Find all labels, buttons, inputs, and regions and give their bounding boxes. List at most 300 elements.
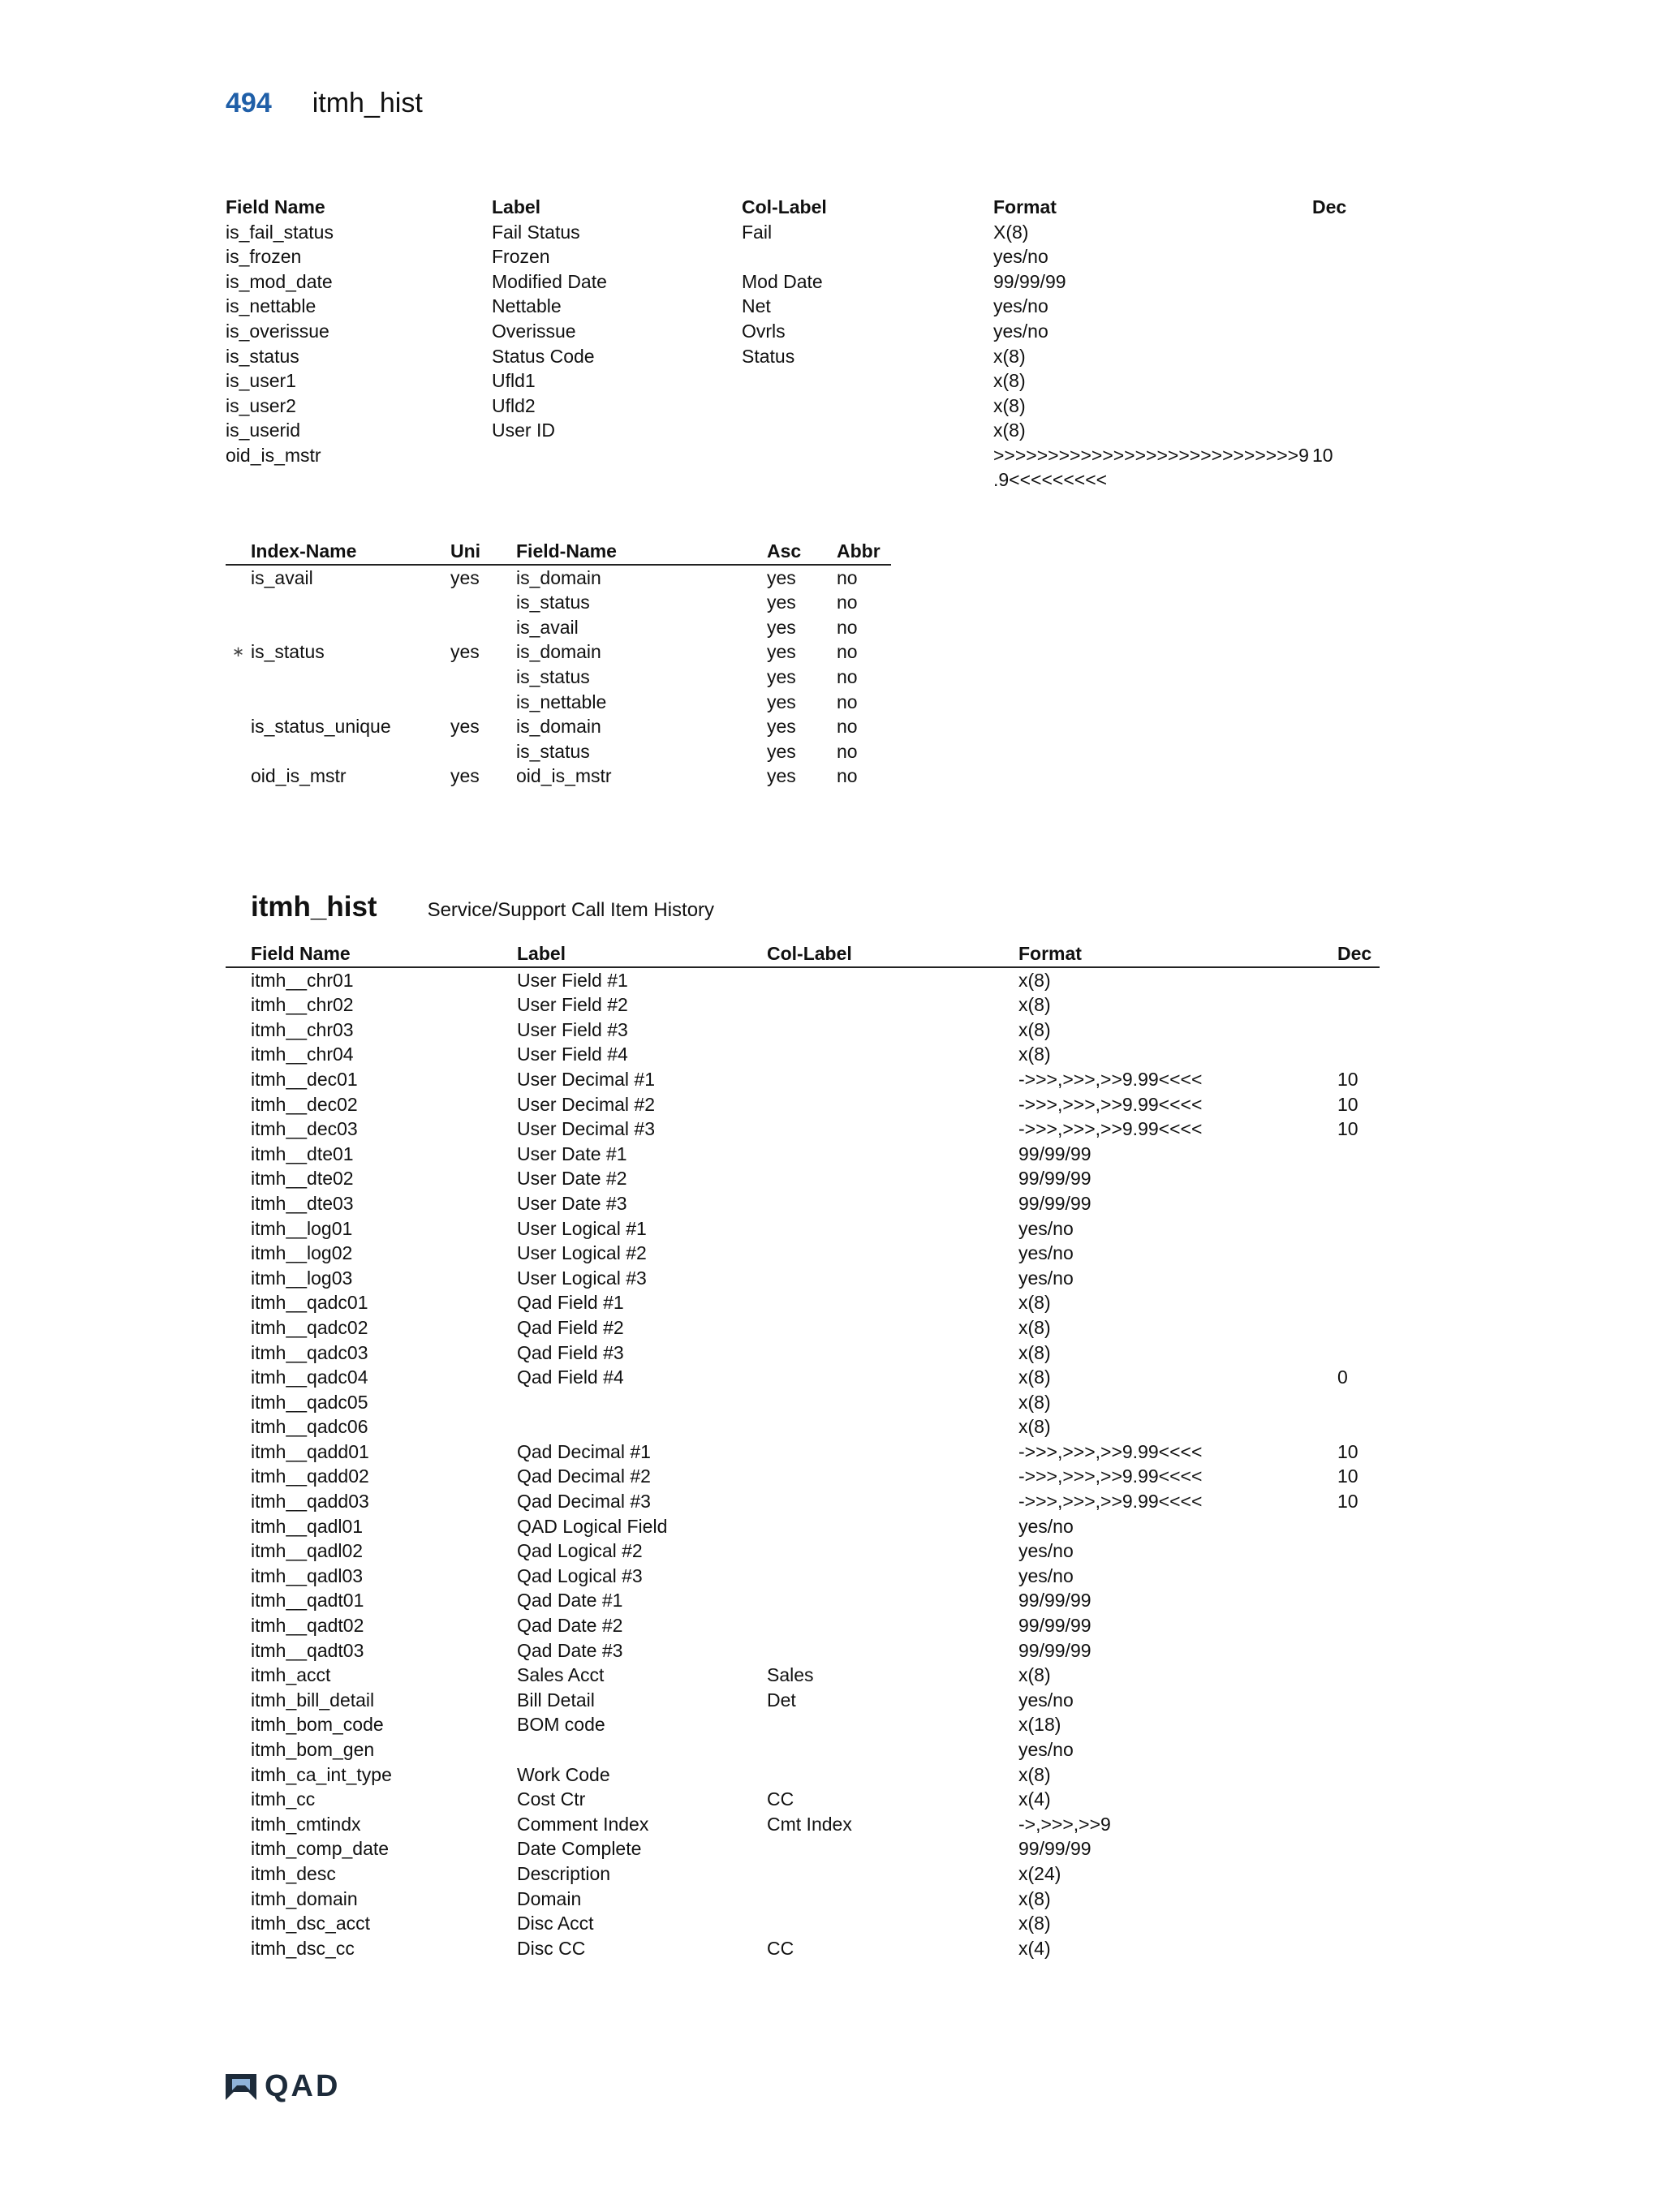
table-cell: itmh_desc [251,1862,336,1884]
table-cell: Cmt Index [767,1813,852,1835]
primary-index-marker [226,739,251,764]
table-row [226,1191,1380,1216]
table-cell: itmh_acct [251,1664,331,1686]
table-row-continuation [226,468,1380,493]
table-cell [767,1588,1018,1613]
table-cell [251,690,450,715]
fields-table-1 [226,195,1380,493]
index-row [226,665,891,690]
table-cell: Nettable [492,295,562,317]
table-cell: >>>>>>>>>>>>>>>>>>>>>>>>>>>>9 [993,444,1309,466]
table-cell: itmh__chr03 [251,1018,354,1040]
table-cell: User Logical #1 [517,1217,647,1239]
table-cell [1337,1390,1380,1415]
table-cell [1312,368,1380,394]
table-cell: yes/no [993,320,1048,342]
table-cell: BOM code [517,1714,605,1736]
table-cell [1337,1191,1380,1216]
table-cell [450,615,516,640]
table-header-row [226,539,891,565]
table-cell: ->>>,>>>,>>9.99<<<< [1018,1491,1203,1513]
table-cell: yes [767,740,796,762]
table-cell [450,665,516,690]
table-row [226,1241,1380,1266]
table-cell: is_domain [516,566,601,588]
table-cell: 10 [1337,1465,1358,1487]
table-cell: is_user1 [226,370,296,392]
table-cell: ->>>,>>>,>>9.99<<<< [1018,1118,1203,1140]
index-row [226,714,891,739]
column-header: Index-Name [251,539,450,565]
table-cell: no [837,665,858,687]
table-description: Service/Support Call Item History [427,899,715,921]
table-row [226,1266,1380,1291]
table-cell: yes/no [1018,1267,1074,1289]
table-cell: Domain [517,1887,582,1909]
table-cell: 99/99/99 [1018,1590,1091,1612]
table-cell: X(8) [993,221,1029,243]
table-cell: itmh__qadc04 [251,1366,368,1388]
table-cell: itmh__qadt01 [251,1590,364,1612]
table-row [226,1688,1380,1713]
table-row [226,269,1380,295]
table-cell: is_nettable [516,691,607,712]
table-cell [517,1737,767,1762]
table-cell [1337,1762,1380,1788]
table-row [226,418,1380,443]
page-header [226,88,423,130]
table-cell: yes/no [1018,1217,1074,1239]
table-cell: ->>>,>>>,>>9.99<<<< [1018,1465,1203,1487]
table-cell: is_status_unique [251,716,391,738]
table-cell: itmh__log03 [251,1267,353,1289]
table-cell: 99/99/99 [1018,1615,1091,1637]
column-header: Format [993,196,1057,217]
table-cell: Ufld2 [492,394,536,416]
table-cell [450,739,516,764]
table-cell [767,1266,1018,1291]
table-cell [1312,244,1380,269]
table-cell: yes [767,691,796,712]
table-cell: Qad Logical #2 [517,1540,643,1562]
table-row [226,1787,1380,1812]
primary-index-marker [226,590,251,615]
primary-index-marker: ∗ [231,643,245,661]
table-cell [767,1911,1018,1936]
table-cell: is_domain [516,641,601,663]
table-cell: itmh__dte01 [251,1143,354,1164]
footer-logo [224,2069,340,2104]
table-cell [1312,220,1380,245]
index-row [226,590,891,615]
table-row [226,1067,1380,1092]
table-cell: ->>>,>>>,>>9.99<<<< [1018,1440,1203,1462]
table-cell: ->>>,>>>,>>9.99<<<< [1018,1093,1203,1115]
table-row [226,1539,1380,1564]
table-cell [517,1390,767,1415]
table-cell: is_user2 [226,394,296,416]
table-cell [767,1887,1018,1912]
index-row [226,739,891,764]
table-cell [450,690,516,715]
table-cell: Qad Field #1 [517,1292,624,1314]
table-cell: User Date #1 [517,1143,627,1164]
format-continuation: .9<<<<<<<<< [993,468,1108,490]
table-cell: x(8) [993,345,1026,367]
table-cell: yes [767,641,796,663]
table-cell [1337,1564,1380,1589]
table-cell: User ID [492,420,555,441]
table-cell [1337,1688,1380,1713]
table-cell: User Field #3 [517,1018,628,1040]
table-cell: itmh__qadd03 [251,1491,369,1513]
table-cell: x(8) [993,420,1026,441]
table-cell: is_status [516,592,590,613]
table-cell [1337,1936,1380,1961]
table-cell: itmh__log02 [251,1242,353,1264]
table-cell [767,1861,1018,1887]
table-row [226,1166,1380,1191]
table-cell: is_domain [516,716,601,738]
table-cell: yes/no [1018,1540,1074,1562]
table-cell [1337,1836,1380,1861]
table-row [226,394,1380,419]
table-row [226,1489,1380,1514]
column-header: Label [492,196,541,217]
table-cell [1337,1911,1380,1936]
table-cell: yes [450,566,480,588]
table-cell: itmh__qadc06 [251,1416,368,1438]
column-header: Field Name [251,941,517,967]
table-cell [767,967,1018,993]
table-cell: Qad Logical #3 [517,1564,643,1586]
table-row [226,1142,1380,1167]
table-cell: 10 [1337,1093,1358,1115]
table-header-row [226,195,1380,220]
table-cell: CC [767,1937,794,1959]
table-row [226,1762,1380,1788]
table-cell: itmh__qadc03 [251,1341,368,1363]
table-cell: User Date #2 [517,1168,627,1190]
table-cell: itmh_comp_date [251,1838,390,1860]
table-cell: x(8) [1018,1887,1051,1909]
table-cell [251,615,450,640]
table-cell: Bill Detail [517,1689,595,1711]
qad-logo-icon [224,2072,258,2102]
table-cell: ->,>>>,>>9 [1018,1813,1111,1835]
table-cell: itmh_cmtindx [251,1813,361,1835]
table-cell: itmh_dsc_acct [251,1913,371,1934]
table-cell [1337,1887,1380,1912]
table-cell: 0 [1337,1366,1348,1388]
table-name: itmh_hist [251,891,377,923]
table-cell: 10 [1312,444,1333,466]
table-cell: itmh__qadt03 [251,1639,364,1661]
table-cell [767,1836,1018,1861]
table-cell: itmh_dsc_cc [251,1937,355,1959]
table-cell: 99/99/99 [1018,1838,1091,1860]
table-cell [767,1564,1018,1589]
table-cell [767,1315,1018,1341]
table-cell: Status Code [492,345,595,367]
table-cell: x(8) [1018,1664,1051,1686]
column-header: Uni [450,539,516,565]
table-cell: itmh_bom_code [251,1714,384,1736]
table-row [226,1638,1380,1663]
table-cell [1337,1241,1380,1266]
table-cell: x(8) [1018,1044,1051,1065]
table-cell: 10 [1337,1068,1358,1090]
column-header: Label [517,941,767,967]
table-cell: yes/no [1018,1689,1074,1711]
page-title: itmh_hist [312,88,423,118]
table-cell [1337,1712,1380,1737]
primary-index-marker [226,764,251,789]
table-cell: x(8) [1018,1018,1051,1040]
index-row [226,764,891,789]
table-cell: Qad Decimal #3 [517,1491,651,1513]
table-cell [767,1737,1018,1762]
table-cell: yes [767,592,796,613]
table-cell: yes/no [1018,1739,1074,1760]
table-row [226,1440,1380,1465]
table-cell [767,1142,1018,1167]
table-row [226,1514,1380,1539]
table-cell: User Date #3 [517,1192,627,1214]
table-cell: itmh__qadl01 [251,1515,364,1537]
table-cell: yes [767,765,796,787]
table-cell [1337,1588,1380,1613]
table-cell: yes [767,716,796,738]
column-header: Dec [1337,941,1380,967]
table-cell: no [837,641,858,663]
table-cell: itmh_bom_gen [251,1739,375,1760]
table-cell: itmh__dte02 [251,1168,354,1190]
table-cell [767,1241,1018,1266]
table-cell [1337,1861,1380,1887]
table-row [226,1117,1380,1142]
table-cell [767,1489,1018,1514]
table-cell [1337,1341,1380,1366]
table-cell: itmh__chr02 [251,994,354,1016]
page-number: 494 [226,88,272,118]
table-cell: x(24) [1018,1862,1061,1884]
table-cell: no [837,691,858,712]
table-row [226,294,1380,319]
logo-text: QAD [265,2069,341,2103]
table-row [226,1315,1380,1341]
table-cell: x(8) [1018,1913,1051,1934]
table-row [226,1290,1380,1315]
table-cell: yes [450,716,480,738]
table-cell [767,1414,1018,1440]
table-cell: 10 [1337,1118,1358,1140]
index-row [226,639,891,665]
fields-table-2 [226,941,1380,1960]
table-cell: Qad Date #3 [517,1639,623,1661]
column-header: Abbr [837,539,891,565]
table-cell [450,590,516,615]
table-cell: x(8) [1018,1416,1051,1438]
table-cell [767,1092,1018,1117]
table-cell: yes [450,765,480,787]
table-cell: Cost Ctr [517,1788,586,1810]
table-cell [1337,1042,1380,1067]
table-cell: Sales [767,1664,814,1686]
table-row [226,1018,1380,1043]
table-cell [1312,344,1380,369]
table-cell: itmh__dte03 [251,1192,354,1214]
table-cell: yes/no [993,295,1048,317]
table-row [226,1564,1380,1589]
table-cell: oid_is_mstr [251,765,347,787]
table-cell: QAD Logical Field [517,1515,668,1537]
table-cell: itmh__qadt02 [251,1615,364,1637]
table-cell [1337,1812,1380,1837]
table-row [226,344,1380,369]
table-cell: Qad Decimal #2 [517,1465,651,1487]
table-cell: Sales Acct [517,1664,605,1686]
table-cell: Status [742,345,795,367]
table-row [226,1936,1380,1961]
table-cell: itmh__qadd02 [251,1465,369,1487]
table-cell [742,244,993,269]
table-row [226,1737,1380,1762]
table-cell: no [837,616,858,638]
table-cell: Ovrls [742,320,786,342]
table-cell: is_status [516,740,590,762]
table-cell: ->>>,>>>,>>9.99<<<< [1018,1068,1203,1090]
table-cell [1337,1414,1380,1440]
table-cell: Date Complete [517,1838,642,1860]
table-cell [1337,1290,1380,1315]
table-cell: yes/no [993,246,1048,268]
table-cell: x(8) [1018,1316,1051,1338]
table-cell [767,1712,1018,1737]
table-cell [767,1341,1018,1366]
table-cell [767,1638,1018,1663]
table-row [226,1861,1380,1887]
table-cell: Qad Decimal #1 [517,1440,651,1462]
table-cell: Fail [742,221,773,243]
table-cell: yes/no [1018,1515,1074,1537]
table-cell [1337,1737,1380,1762]
table-cell [742,418,993,443]
table-row [226,1663,1380,1688]
table-cell: Comment Index [517,1813,649,1835]
table-cell: itmh__qadl03 [251,1564,364,1586]
table-cell: yes [767,566,796,588]
table-cell: Work Code [517,1763,610,1785]
table-cell [1312,294,1380,319]
table-row [226,319,1380,344]
table-row [226,220,1380,245]
table-cell: is_status [516,665,590,687]
table-cell: Description [517,1862,611,1884]
table-cell: is_status [226,345,299,367]
table-cell: x(18) [1018,1714,1061,1736]
table-row [226,443,1380,468]
table-row [226,244,1380,269]
table-cell: itmh__log01 [251,1217,353,1239]
table-cell: itmh__dec01 [251,1068,358,1090]
table-cell: Disc Acct [517,1913,594,1934]
table-row [226,1092,1380,1117]
table-cell: 10 [1337,1491,1358,1513]
table-cell: itmh__qadc02 [251,1316,368,1338]
table-row [226,1216,1380,1242]
table-cell: User Decimal #3 [517,1118,655,1140]
table-cell [1312,394,1380,419]
table-cell [767,1440,1018,1465]
table-cell: Ufld1 [492,370,536,392]
table-cell: is_nettable [226,295,316,317]
table-cell: Qad Field #2 [517,1316,624,1338]
table-cell: Disc CC [517,1937,586,1959]
table-cell [1337,1787,1380,1812]
table-row [226,1390,1380,1415]
table-cell [767,1067,1018,1092]
column-header: Field-Name [516,539,767,565]
table-cell: itmh__qadl02 [251,1540,364,1562]
index-row [226,565,891,591]
table-cell: 10 [1337,1440,1358,1462]
table-row [226,1712,1380,1737]
table-cell [1337,1216,1380,1242]
table-cell: itmh__dec02 [251,1093,358,1115]
table-header-row [226,941,1380,967]
table-cell: yes [450,641,480,663]
table-cell: no [837,592,858,613]
table-cell: Frozen [492,246,550,268]
table-cell [1337,1539,1380,1564]
table-cell: Qad Date #2 [517,1615,623,1637]
table-cell: is_fail_status [226,221,334,243]
table-cell: x(4) [1018,1937,1051,1959]
primary-index-marker [226,690,251,715]
table-cell: itmh_bill_detail [251,1689,375,1711]
table-cell: itmh_ca_int_type [251,1763,392,1785]
table-cell: x(8) [1018,1366,1051,1388]
table-cell: is_avail [516,616,579,638]
primary-index-marker [226,665,251,690]
table-row [226,1042,1380,1067]
table-cell [767,1166,1018,1191]
table-cell: no [837,716,858,738]
table-cell: 99/99/99 [1018,1639,1091,1661]
table-cell [767,992,1018,1018]
table-cell: is_mod_date [226,270,333,292]
table-cell [767,1539,1018,1564]
table-cell: is_overissue [226,320,329,342]
column-header: Asc [767,539,837,565]
column-header: Col-Label [742,196,827,217]
table-cell: no [837,740,858,762]
table-cell: CC [767,1788,794,1810]
table-cell: oid_is_mstr [516,765,612,787]
table-row [226,1812,1380,1837]
table-row [226,1464,1380,1489]
table-cell: no [837,765,858,787]
table-cell: Net [742,295,771,317]
index-row [226,690,891,715]
table-cell [1337,1663,1380,1688]
column-header: Dec [1312,196,1347,217]
table-cell [1312,269,1380,295]
table-cell: itmh__qadc01 [251,1292,368,1314]
primary-index-marker [226,565,251,591]
table-cell [251,590,450,615]
